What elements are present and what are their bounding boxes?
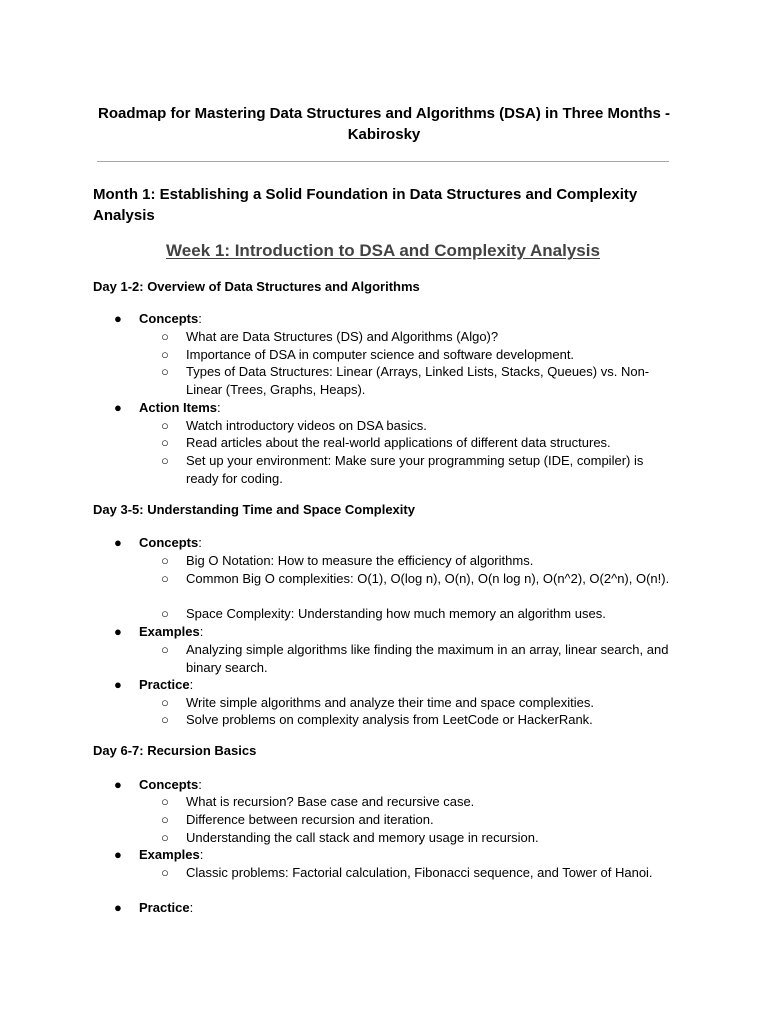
item-text: Space Complexity: Understanding how much memory an algorithm uses.	[186, 606, 606, 621]
colon: :	[199, 624, 204, 639]
sub-bullet-item	[161, 570, 676, 588]
section-label: Examples	[139, 624, 200, 639]
colon: :	[198, 777, 202, 792]
item-text: Understanding the call stack and memory usage in recursion.	[186, 830, 539, 845]
circle-bullet-icon: ○	[161, 642, 169, 657]
section-label: Concepts	[139, 535, 199, 550]
sub-bullet-item	[161, 811, 676, 829]
circle-bullet-icon: ○	[161, 329, 169, 344]
sub-bullet-item	[161, 452, 676, 487]
section-label: Practice	[139, 900, 190, 915]
item-text: Types of Data Structures: Linear (Arrays, Linked Lists, Stacks, Queues) vs. Non-Linear (Trees, Graphs, Heaps).	[186, 364, 650, 397]
circle-bullet-icon: ○	[161, 812, 169, 827]
item-text: Set up your environment: Make sure your programming setup (IDE, compiler) is ready for coding.	[186, 453, 644, 486]
bullet-item	[114, 846, 679, 864]
sub-bullet-item	[161, 829, 676, 847]
sub-bullet-item	[161, 793, 676, 811]
sub-bullet-item	[161, 434, 676, 452]
item-text: Big O Notation: How to measure the efficiency of algorithms.	[186, 553, 534, 568]
colon: :	[198, 311, 202, 326]
bullet-icon: ●	[114, 535, 122, 550]
circle-bullet-icon: ○	[161, 794, 169, 809]
item-text: Classic problems: Factorial calculation, Fibonacci sequence, and Tower of Hanoi.	[186, 865, 653, 880]
sub-bullet-item	[161, 694, 676, 712]
section-label: Practice	[139, 677, 190, 692]
bullet-icon: ●	[114, 847, 122, 862]
sub-bullet-item	[161, 328, 676, 346]
sub-bullet-item	[161, 417, 676, 435]
bullet-item	[114, 534, 679, 552]
section-label: Examples	[139, 847, 200, 862]
circle-bullet-icon: ○	[161, 364, 169, 379]
month-heading: Month 1: Establishing a Solid Foundation in Data Structures and Complexity Analysis	[93, 186, 638, 224]
sub-bullet-item	[161, 552, 676, 570]
circle-bullet-icon: ○	[161, 695, 169, 710]
bullet-item	[114, 899, 679, 917]
bullet-item	[114, 310, 679, 328]
sub-bullet-item	[161, 864, 676, 882]
colon: :	[198, 535, 202, 550]
circle-bullet-icon: ○	[161, 435, 169, 450]
bullet-item	[114, 399, 679, 417]
circle-bullet-icon: ○	[161, 347, 169, 362]
bullet-icon: ●	[114, 624, 122, 639]
circle-bullet-icon: ○	[161, 712, 169, 727]
sub-bullet-item	[161, 363, 676, 398]
horizontal-rule	[97, 161, 669, 162]
colon: :	[189, 677, 194, 692]
circle-bullet-icon: ○	[161, 453, 169, 468]
bullet-icon: ●	[114, 900, 122, 915]
item-text: Solve problems on complexity analysis from LeetCode or HackerRank.	[186, 712, 593, 727]
item-text: Importance of DSA in computer science and software development.	[186, 347, 575, 362]
colon: :	[189, 900, 194, 915]
circle-bullet-icon: ○	[161, 571, 169, 586]
circle-bullet-icon: ○	[161, 830, 169, 845]
sub-bullet-item	[161, 346, 676, 364]
bullet-item	[114, 776, 679, 794]
circle-bullet-icon: ○	[161, 865, 169, 880]
item-text: Watch introductory videos on DSA basics.	[186, 418, 427, 433]
day-heading: Day 3-5: Understanding Time and Space Complexity	[93, 502, 415, 517]
circle-bullet-icon: ○	[161, 606, 169, 621]
item-text: Read articles about the real-world applications of different data structures.	[186, 435, 611, 450]
section-label: Concepts	[139, 311, 199, 326]
bullet-icon: ●	[114, 777, 122, 792]
bullet-item	[114, 623, 679, 641]
week-heading: Week 1: Introduction to DSA and Complexity Analysis	[166, 241, 600, 260]
item-text: Analyzing simple algorithms like finding the maximum in an array, linear search, and binary search.	[186, 642, 669, 675]
bullet-icon: ●	[114, 677, 122, 692]
bullet-item	[114, 676, 679, 694]
circle-bullet-icon: ○	[161, 418, 169, 433]
item-text: Write simple algorithms and analyze their time and space complexities.	[186, 695, 594, 710]
item-text: What are Data Structures (DS) and Algorithms (Algo)?	[186, 329, 499, 344]
day-heading: Day 1-2: Overview of Data Structures and Algorithms	[93, 279, 420, 294]
bullet-icon: ●	[114, 311, 122, 326]
document-title: Roadmap for Mastering Data Structures and Algorithms (DSA) in Three Months - Kabirosky	[98, 105, 670, 143]
sub-bullet-item	[161, 711, 676, 729]
colon: :	[199, 847, 204, 862]
bullet-icon: ●	[114, 400, 122, 415]
sub-bullet-item	[161, 605, 676, 623]
colon: :	[217, 400, 221, 415]
item-text: Common Big O complexities: O(1), O(log n), O(n), O(n log n), O(n^2), O(2^n), O(n!).	[186, 571, 670, 586]
section-label: Concepts	[139, 777, 199, 792]
item-text: Difference between recursion and iteration.	[186, 812, 434, 827]
sub-bullet-item	[161, 641, 676, 676]
circle-bullet-icon: ○	[161, 553, 169, 568]
day-heading: Day 6-7: Recursion Basics	[93, 743, 257, 758]
section-label: Action Items	[139, 400, 218, 415]
item-text: What is recursion? Base case and recursive case.	[186, 794, 475, 809]
